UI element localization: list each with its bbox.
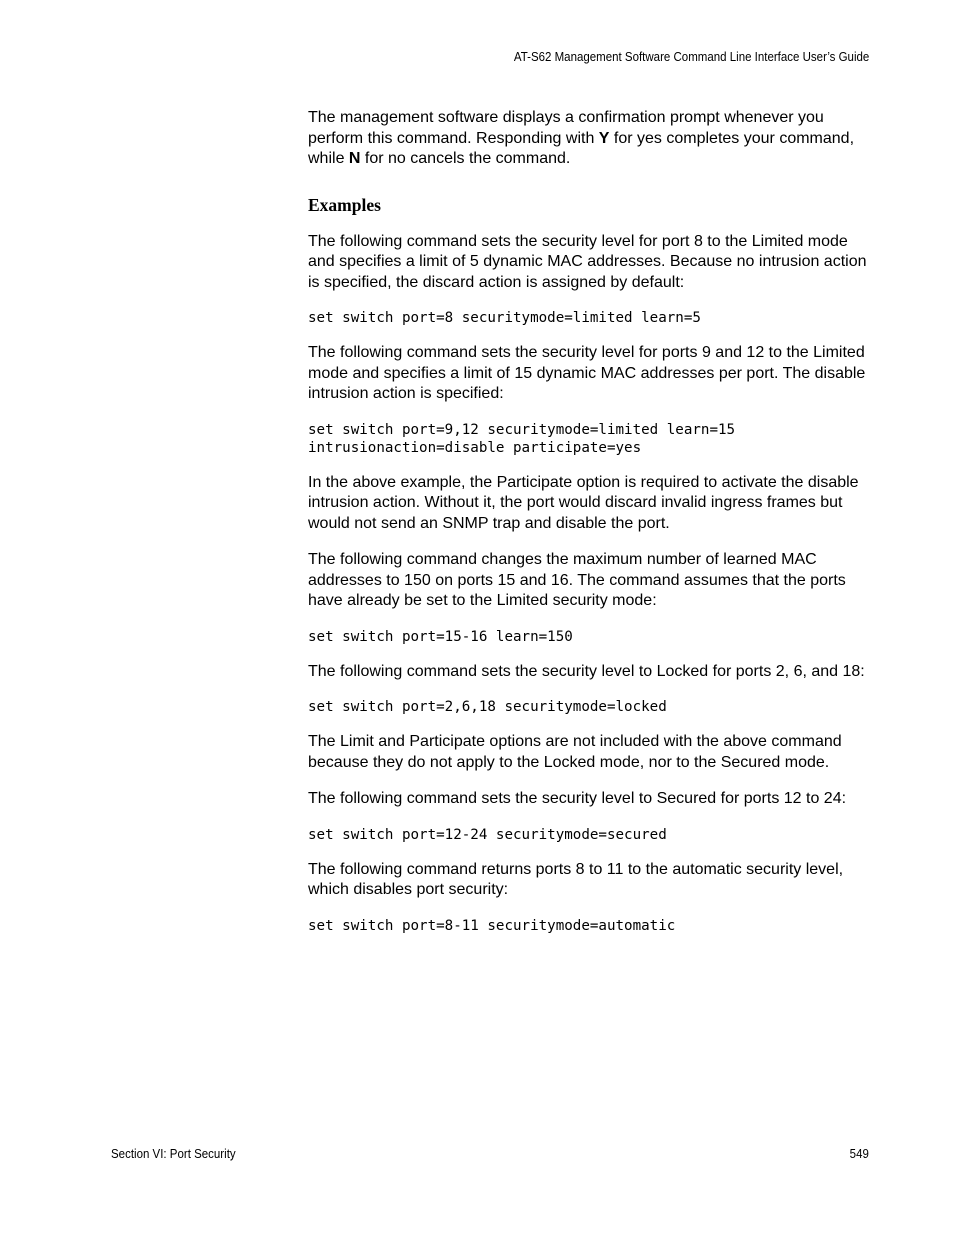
code-example-1: set switch port=8 securitymode=limited learn=5 bbox=[308, 310, 701, 326]
example-paragraph-7: The following command sets the security level to Secured for ports 12 to 24: bbox=[308, 790, 847, 807]
examples-heading: Examples bbox=[308, 194, 381, 215]
example-paragraph-4: The following command changes the maximum number of learned MAC addresses to 150 on ports 15 and 16. The command assumes that the ports have already be set to the Limited security mode: bbox=[308, 551, 846, 609]
page-body bbox=[308, 108, 874, 951]
code-example-5: set switch port=12-24 securitymode=secured bbox=[308, 826, 667, 843]
intro-no-key: N bbox=[348, 150, 361, 167]
example-paragraph-2: The following command sets the security level for ports 9 and 12 to the Limited mode and specifies a limit of 15 dynamic MAC addresses per port. The disable intrusion action is specified: bbox=[308, 344, 866, 402]
intro-text-1: The management software displays a confirmation prompt whenever you perform this command. Responding with bbox=[308, 109, 824, 147]
code-example-2: set switch port=9,12 securitymode=limited learn=15 intrusionaction=disable participate=yes bbox=[308, 421, 736, 456]
example-paragraph-5: The following command sets the security level to Locked for ports 2, 6, and 18: bbox=[308, 662, 865, 680]
intro-text-3: for no cancels the command. bbox=[360, 150, 571, 167]
intro-text-2: for yes completes your command, while bbox=[308, 129, 855, 167]
example-paragraph-3: In the above example, the Participate option is required to activate the disable intrusion action. Without it, the port would discard invalid ingress frames but would not send an SNMP trap and disable the port. bbox=[308, 473, 859, 532]
page-number: 549 bbox=[849, 1147, 869, 1161]
example-paragraph-1: The following command sets the security level for port 8 to the Limited mode and specifies a limit of 5 dynamic MAC addresses. Because no intrusion action is specified, the discard action is assigned by default: bbox=[308, 232, 867, 291]
intro-paragraph bbox=[308, 108, 874, 170]
running-header: AT-S62 Management Software Command Line Interface User’s Guide bbox=[513, 50, 869, 64]
code-example-3: set switch port=15-16 learn=150 bbox=[308, 628, 573, 645]
footer-section: Section VI: Port Security bbox=[111, 1147, 236, 1161]
example-paragraph-8: The following command returns ports 8 to 11 to the automatic security level, which disables port security: bbox=[308, 860, 844, 898]
example-paragraph-6: The Limit and Participate options are not included with the above command because they do not apply to the Locked mode, nor to the Secured mode. bbox=[308, 733, 842, 771]
intro-yes-key: Y bbox=[598, 129, 610, 147]
code-example-6: set switch port=8-11 securitymode=automatic bbox=[308, 917, 676, 934]
code-example-4: set switch port=2,6,18 securitymode=locked bbox=[308, 699, 667, 715]
